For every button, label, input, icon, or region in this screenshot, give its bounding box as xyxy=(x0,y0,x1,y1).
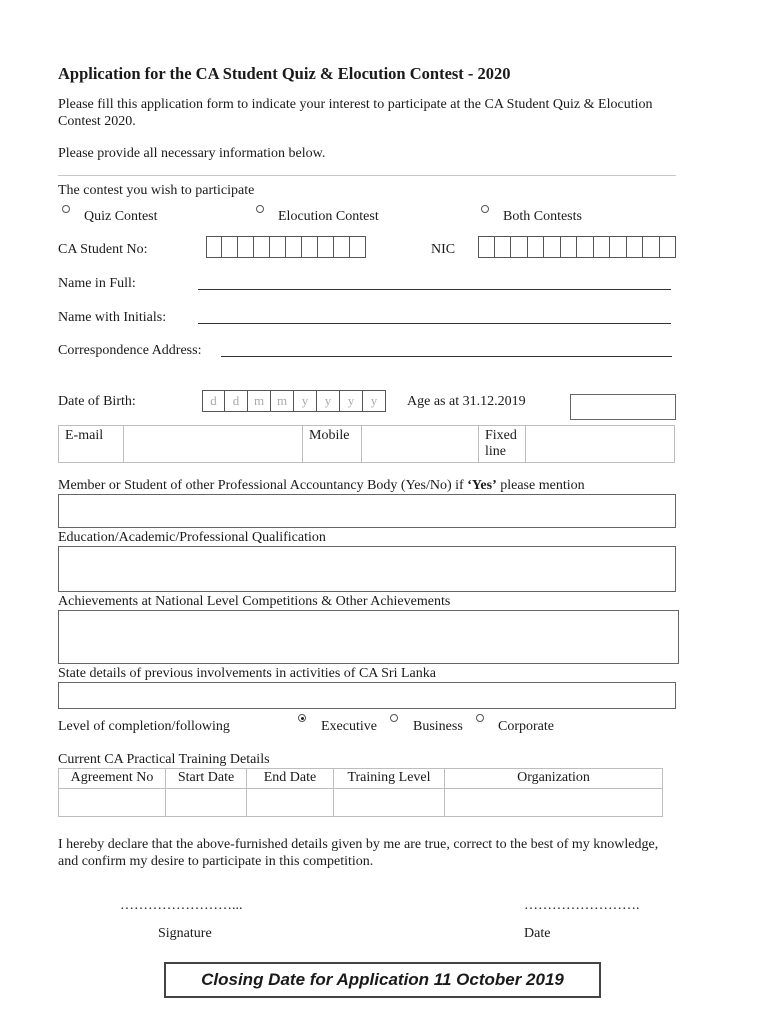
education-input[interactable] xyxy=(58,546,676,592)
digit-box[interactable] xyxy=(254,236,270,258)
corporate-radio[interactable] xyxy=(476,714,484,722)
digit-box[interactable] xyxy=(544,236,561,258)
closing-date-banner: Closing Date for Application 11 October 2019 xyxy=(164,962,601,998)
divider xyxy=(58,175,676,176)
member-input[interactable] xyxy=(58,494,676,528)
mobile-label: Mobile xyxy=(303,426,362,463)
email-label: E-mail xyxy=(59,426,124,463)
address-label: Correspondence Address: xyxy=(58,343,202,358)
training-level-input[interactable] xyxy=(334,789,445,817)
dob-boxes[interactable] xyxy=(202,390,386,412)
training-level-header: Training Level xyxy=(334,769,445,789)
dob-year-box[interactable]: y xyxy=(363,390,386,412)
dob-year-box[interactable]: y xyxy=(317,390,340,412)
agreement-no-input[interactable] xyxy=(59,789,166,817)
nic-label: NIC xyxy=(431,242,456,257)
dob-month-box[interactable]: m xyxy=(271,390,294,412)
contest-prompt: The contest you wish to participate xyxy=(58,183,255,198)
business-label: Business xyxy=(413,719,463,734)
page-title: Application for the CA Student Quiz & Elocution Contest - 2020 xyxy=(58,64,511,83)
digit-box[interactable] xyxy=(478,236,495,258)
dob-day-box[interactable]: d xyxy=(202,390,225,412)
digit-box[interactable] xyxy=(334,236,350,258)
digit-box[interactable] xyxy=(643,236,660,258)
training-title: Current CA Practical Training Details xyxy=(58,752,270,767)
digit-box[interactable] xyxy=(286,236,302,258)
member-label xyxy=(58,478,585,494)
age-input[interactable] xyxy=(570,394,676,420)
digit-box[interactable] xyxy=(270,236,286,258)
executive-radio[interactable] xyxy=(298,714,306,722)
digit-box[interactable] xyxy=(238,236,254,258)
mobile-input[interactable] xyxy=(362,426,479,463)
contact-table xyxy=(58,425,675,463)
name-initials-field[interactable] xyxy=(198,323,671,324)
member-label-yes: ‘Yes’ xyxy=(467,478,497,493)
training-table xyxy=(58,768,663,817)
signature-line[interactable]: ……………………... xyxy=(120,898,243,913)
elocution-contest-label: Elocution Contest xyxy=(278,209,379,224)
digit-box[interactable] xyxy=(350,236,366,258)
member-label-text: Member or Student of other Professional Accountancy Body (Yes/No) if xyxy=(58,478,468,493)
dob-label: Date of Birth: xyxy=(58,394,136,409)
declaration-text: I hereby declare that the above-furnished details given by me are true, correct to the best of my knowledge, and confirm my desire to participate in this competition. xyxy=(58,837,659,869)
digit-box[interactable] xyxy=(610,236,627,258)
age-label: Age as at 31.12.2019 xyxy=(407,394,526,409)
digit-box[interactable] xyxy=(302,236,318,258)
start-date-input[interactable] xyxy=(166,789,247,817)
achievements-label: Achievements at National Level Competitions & Other Achievements xyxy=(58,594,451,609)
digit-box[interactable] xyxy=(528,236,545,258)
digit-box[interactable] xyxy=(577,236,594,258)
name-initials-label: Name with Initials: xyxy=(58,310,167,325)
level-label: Level of completion/following xyxy=(58,719,230,734)
ca-student-no-label: CA Student No: xyxy=(58,242,148,257)
digit-box[interactable] xyxy=(318,236,334,258)
signature-label: Signature xyxy=(158,926,212,941)
dob-year-box[interactable]: y xyxy=(294,390,317,412)
email-input[interactable] xyxy=(124,426,303,463)
dob-year-box[interactable]: y xyxy=(340,390,363,412)
executive-label: Executive xyxy=(321,719,377,734)
date-line[interactable]: ……………………. xyxy=(524,898,640,913)
digit-box[interactable] xyxy=(660,236,677,258)
education-label: Education/Academic/Professional Qualification xyxy=(58,530,326,545)
achievements-input[interactable] xyxy=(58,610,679,664)
start-date-header: Start Date xyxy=(166,769,247,789)
digit-box[interactable] xyxy=(561,236,578,258)
dob-month-box[interactable]: m xyxy=(248,390,271,412)
name-full-label: Name in Full: xyxy=(58,276,136,291)
quiz-contest-radio[interactable] xyxy=(62,205,70,213)
digit-box[interactable] xyxy=(627,236,644,258)
corporate-label: Corporate xyxy=(498,719,554,734)
ca-student-no-boxes[interactable] xyxy=(206,236,366,258)
agreement-no-header: Agreement No xyxy=(59,769,166,789)
member-label-rest: please mention xyxy=(496,478,585,493)
quiz-contest-label: Quiz Contest xyxy=(84,209,158,224)
provide-info-text: Please provide all necessary information below. xyxy=(58,146,326,161)
digit-box[interactable] xyxy=(206,236,222,258)
elocution-contest-radio[interactable] xyxy=(256,205,264,213)
involvement-input[interactable] xyxy=(58,682,676,709)
fixed-line-input[interactable] xyxy=(526,426,675,463)
name-full-field[interactable] xyxy=(198,289,671,290)
digit-box[interactable] xyxy=(495,236,512,258)
both-contests-label: Both Contests xyxy=(503,209,582,224)
date-label: Date xyxy=(524,926,551,941)
business-radio[interactable] xyxy=(390,714,398,722)
digit-box[interactable] xyxy=(222,236,238,258)
nic-boxes[interactable] xyxy=(478,236,676,258)
address-field[interactable] xyxy=(221,356,672,357)
organization-input[interactable] xyxy=(445,789,663,817)
involvement-label: State details of previous involvements in activities of CA Sri Lanka xyxy=(58,666,436,681)
intro-text: Please fill this application form to indicate your interest to participate at the CA Student Quiz & Elocution Contest 2020. xyxy=(58,97,653,129)
both-contests-radio[interactable] xyxy=(481,205,489,213)
digit-box[interactable] xyxy=(511,236,528,258)
fixed-line-label: Fixed line xyxy=(479,426,526,463)
end-date-input[interactable] xyxy=(247,789,334,817)
end-date-header: End Date xyxy=(247,769,334,789)
organization-header: Organization xyxy=(445,769,663,789)
digit-box[interactable] xyxy=(594,236,611,258)
dob-day-box[interactable]: d xyxy=(225,390,248,412)
